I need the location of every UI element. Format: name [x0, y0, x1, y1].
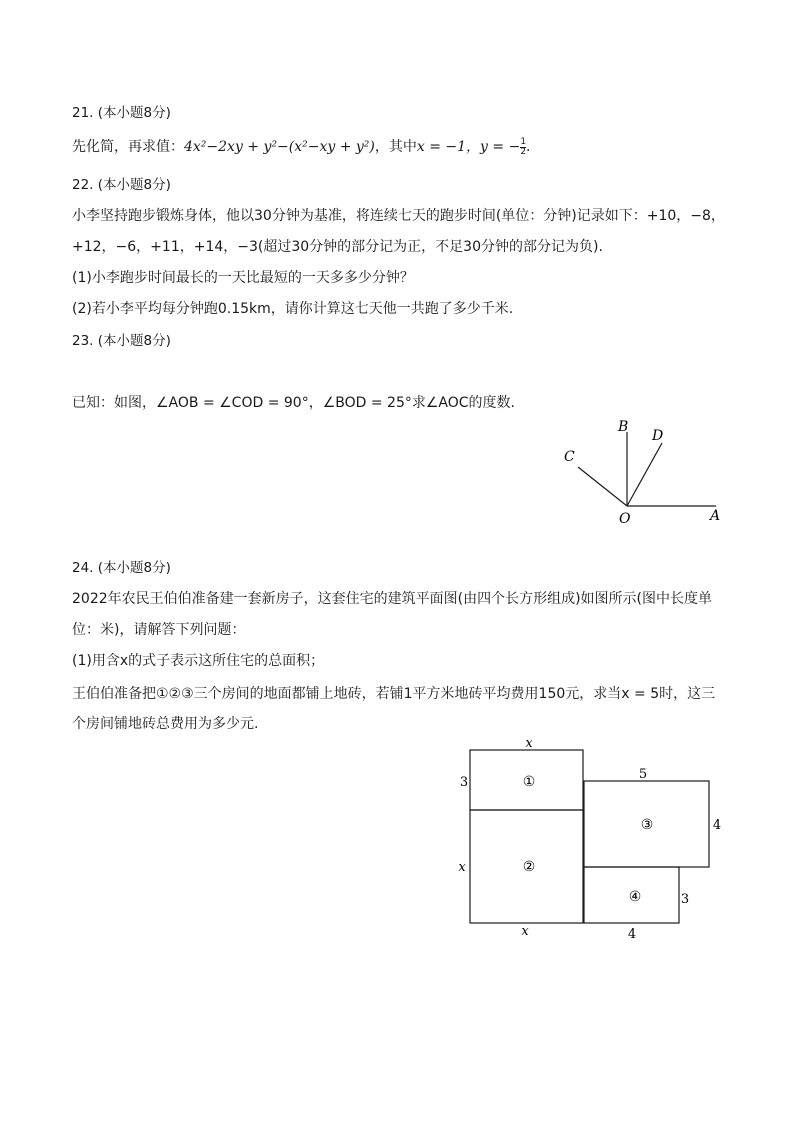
- q24-part2-line2: 个房间铺地砖总费用为多少元.: [72, 716, 259, 732]
- q24-part2-line1: 王伯伯准备把①②③三个房间的地面都铺上地砖，若铺1平方米地砖平均费用150元，求当x = 5时，这三: [72, 686, 716, 702]
- q22-line1: 小李坚持跑步锻炼身体，他以30分钟为基准，将连续七天的跑步时间(单位：分钟)记录如下：+10，−8，: [72, 208, 725, 224]
- q21-y-frac-den: 2: [520, 146, 527, 157]
- q22-header: 22. (本小题8分): [72, 177, 171, 193]
- dim-top-x: x: [525, 736, 533, 751]
- room-3-label: ③: [640, 817, 654, 833]
- q24-floor-plan: [450, 735, 730, 945]
- q24-header: 24. (本小题8分): [72, 560, 171, 576]
- q22-part2: (2)若小李平均每分钟跑0.15km，请你计算这七天他一共跑了多少千米.: [72, 301, 514, 317]
- dim-right-4: 4: [712, 818, 722, 833]
- dim-left-x: x: [458, 860, 466, 875]
- q24-line2: 位：米)，请解答下列问题：: [72, 622, 246, 638]
- q23-header: 23. (本小题8分): [72, 333, 171, 349]
- label-o: O: [619, 511, 631, 527]
- ray-od: [627, 443, 662, 506]
- q21-x-value: x = −1: [416, 139, 467, 155]
- q21-problem: [72, 137, 531, 157]
- label-a: A: [710, 508, 721, 524]
- q21-y-frac-num: 1: [520, 136, 527, 147]
- q21-header: 21. (本小题8分): [72, 105, 171, 121]
- dim-top-5: 5: [638, 767, 648, 782]
- label-c: C: [564, 449, 575, 465]
- ray-oc: [578, 467, 627, 506]
- q23-line1: 已知：如图，∠AOB = ∠COD = 90°，∠BOD = 25°求∠AOC的度数.: [72, 395, 515, 411]
- dim-bottom-x: x: [521, 924, 529, 939]
- q22-line2: +12，−6，+11，+14，−3(超过30分钟的部分记为正，不足30分钟的部分记为负).: [72, 239, 603, 255]
- q21-prefix: 先化简，再求值：: [72, 139, 184, 155]
- label-d: D: [652, 428, 664, 444]
- q21-y-value-prefix: ，y = −: [466, 139, 521, 155]
- room-4-label: ④: [628, 889, 642, 905]
- dim-left-3: 3: [459, 775, 469, 790]
- q24-part1: (1)用含x的式子表示这所住宅的总面积；: [72, 653, 325, 669]
- label-b: B: [618, 419, 629, 435]
- q22-part1: (1)小李跑步时间最长的一天比最短的一天多多少分钟？: [72, 270, 414, 286]
- q24-line1: 2022年农民王伯伯准备建一套新房子，这套住宅的建筑平面图(由四个长方形组成)如图所示(图中长度单: [72, 591, 713, 607]
- q21-end: .: [526, 139, 531, 155]
- q21-condition-prefix: ，其中: [374, 139, 417, 155]
- room-2-label: ②: [522, 859, 536, 875]
- dim-right-3: 3: [680, 892, 690, 907]
- q23-angle-figure: [550, 415, 740, 530]
- dim-bottom-4: 4: [627, 927, 637, 942]
- room-1-label: ①: [522, 774, 536, 790]
- q21-expression: 4x²−2xy + y²−(x²−xy + y²): [184, 139, 375, 155]
